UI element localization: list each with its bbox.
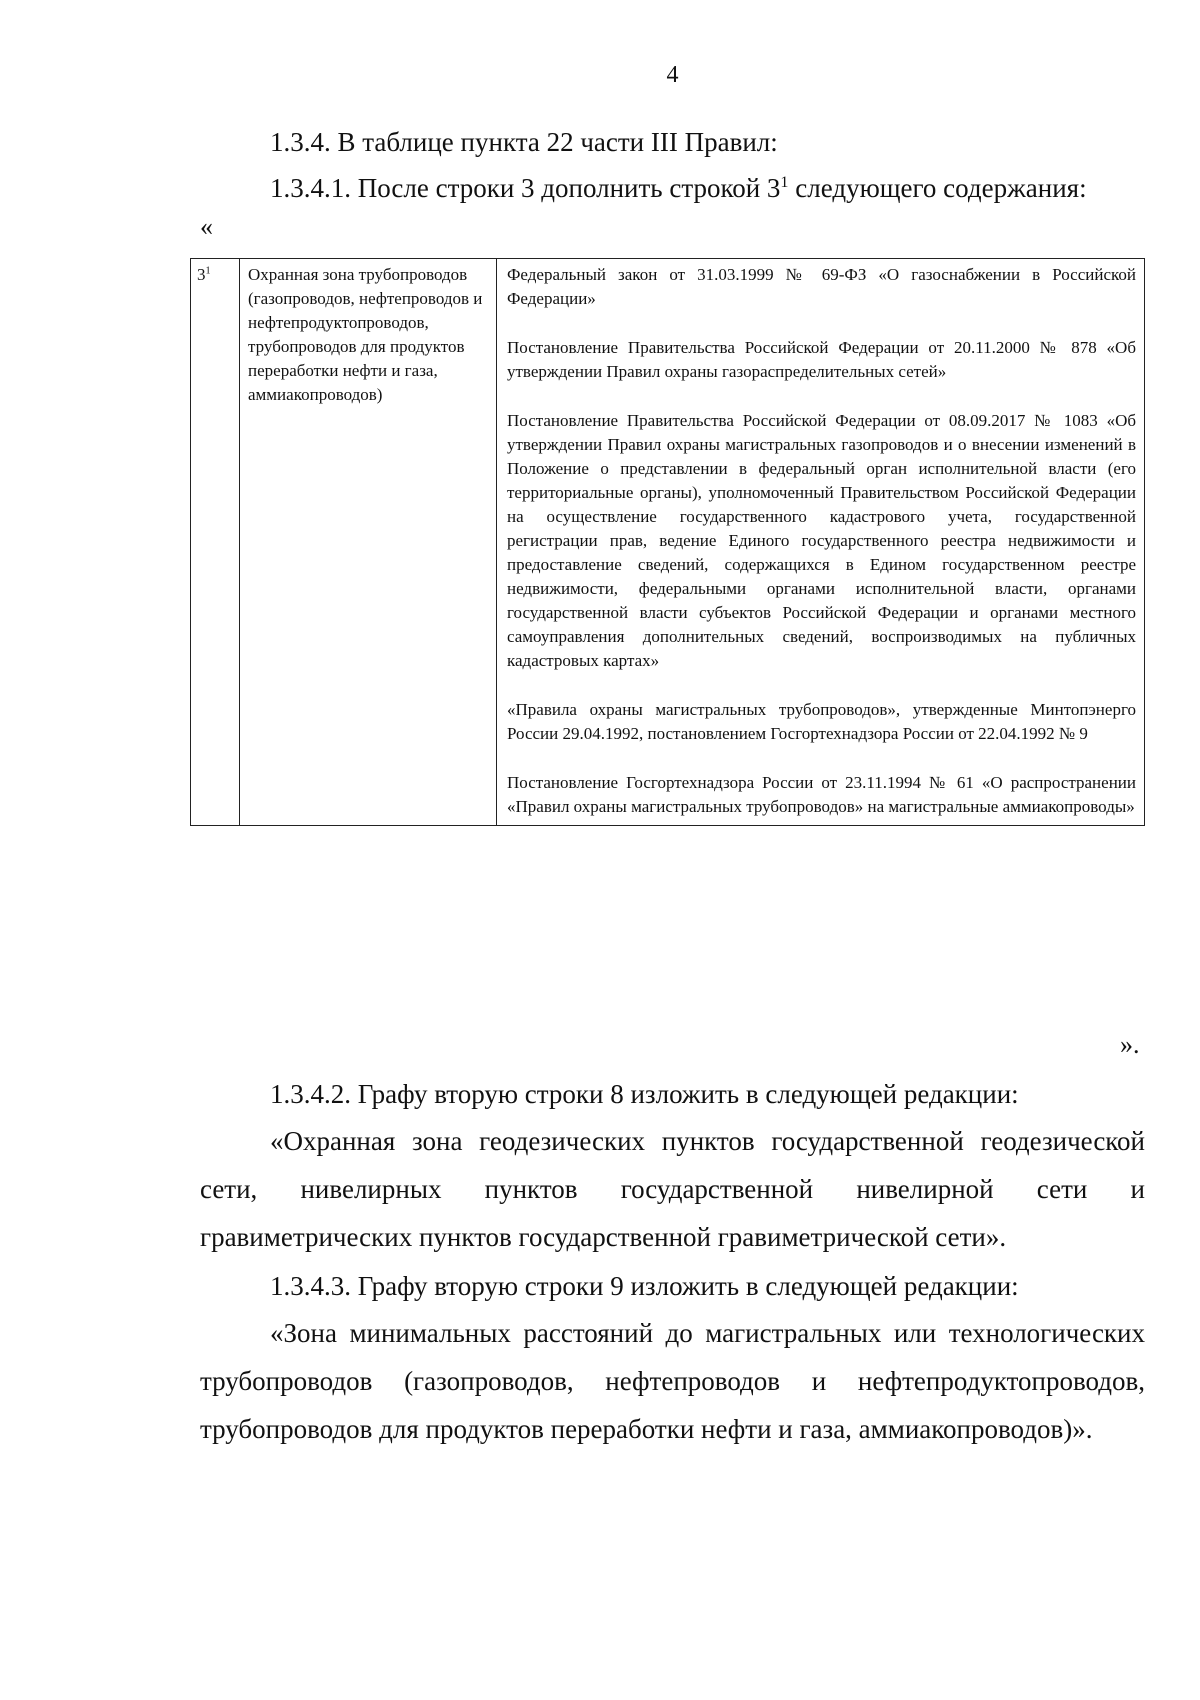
- page-number: 4: [666, 62, 679, 88]
- clause-1-3-4-3-heading: 1.3.4.3. Графу вторую строки 9 изложить в следующей редакции:: [270, 1271, 1019, 1301]
- row-number-cell: [191, 259, 240, 826]
- clause-1-3-4-1-suffix: следующего содержания:: [788, 173, 1087, 203]
- clause-1-3-4-heading: 1.3.4. В таблице пункта 22 части III Правил:: [270, 127, 778, 157]
- clause-1-3-4-1-heading: [270, 164, 1160, 212]
- closing-quote: ».: [1120, 1030, 1140, 1059]
- document-item: Постановление Правительства Российской Федерации от 08.09.2017 № 1083 «Об утверждении Правил охраны магистральных газопроводов и о внесении изменений в Положение о представлении в федеральный орган исполнительной власти (его территориальные органы), уполномоченный Правительством Российской Федерации на осуществление государственного кадастрового учета, государственной регистрации прав, ведение Единого государственного реестра недвижимости и предоставление сведений, содержащихся в Едином государственном реестре недвижимости, федеральными органами исполнительной власти, органами государственной власти субъектов Российской Федерации и органами местного самоуправления дополнительных сведений, воспроизводимых на публичных кадастровых картах»: [507, 411, 1136, 670]
- row-number-superscript: 1: [205, 265, 211, 277]
- document-item: Постановление Госгортехнадзора России от 23.11.1994 № 61 «О распространении «Правил охраны магистральных трубопроводов» на магистральные аммиакопроводы»: [507, 773, 1136, 816]
- clause-1-3-4-1-prefix: 1.3.4.1. После строки 3 дополнить строкой 3: [270, 173, 781, 203]
- document-item: «Правила охраны магистральных трубопроводов», утвержденные Минтопэнерго России 29.04.1992, постановлением Госгортехнадзора России от 22.04.1992 № 9: [507, 700, 1136, 743]
- clause-1-3-4-2-heading: 1.3.4.2. Графу вторую строки 8 изложить в следующей редакции:: [270, 1079, 1019, 1109]
- documents-cell: [497, 259, 1145, 826]
- zones-table: [190, 258, 1145, 826]
- row-superscript: 1: [780, 173, 789, 191]
- table-row: [191, 259, 1145, 826]
- document-item: Федеральный закон от 31.03.1999 № 69-ФЗ «О газоснабжении в Российской Федерации»: [507, 265, 1136, 308]
- opening-quote: «: [200, 212, 213, 241]
- zone-name-cell: Охранная зона трубопроводов (газопроводов, нефтепроводов и нефтепродуктопроводов, трубопроводов для продуктов переработки нефти и газа, аммиакопроводов): [240, 259, 497, 826]
- row-number: 3: [197, 265, 206, 284]
- clause-1-3-4-2-text: «Охранная зона геодезических пунктов государственной геодезической сети, нивелирных пунктов государственной нивелирной сети и гравиметрических пунктов государственной гравиметрической сети».: [200, 1126, 1145, 1252]
- document-item: Постановление Правительства Российской Федерации от 20.11.2000 № 878 «Об утверждении Правил охраны газораспределительных сетей»: [507, 338, 1136, 381]
- clause-1-3-4-3-text: «Зона минимальных расстояний до магистральных или технологических трубопроводов (газопроводов, нефтепроводов и нефтепродуктопроводов, трубопроводов для продуктов переработки нефти и газа, аммиакопроводов)».: [200, 1318, 1145, 1444]
